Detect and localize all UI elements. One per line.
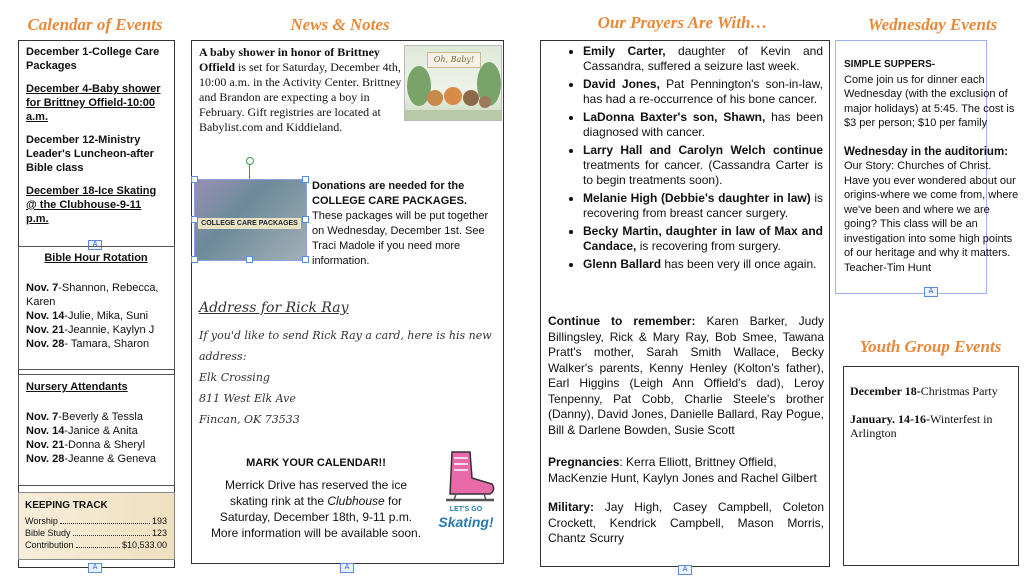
youth-event-text: Winterfest in Arlington: [850, 412, 993, 440]
military-label: Military:: [548, 500, 595, 514]
skate-big-text: Skating!: [438, 514, 494, 530]
bible-rotation: [26, 251, 166, 351]
nursery-date: Nov. 14: [26, 425, 65, 437]
prayer-name: Melanie High (Debbie's daughter in law): [583, 191, 811, 205]
baby-shower-text: [199, 45, 404, 135]
event-ice-skating: December 18-Ice Skating @ the Clubhouse-9-11 p.m.: [26, 185, 157, 225]
bible-names: -Shannon, Rebecca, Karen: [26, 282, 159, 308]
nursery-row: [26, 438, 166, 452]
prayer-text: treatments for cancer. (Cassandra Carter is to begin treatments soon).: [583, 158, 823, 187]
bible-date: Nov. 21: [26, 324, 65, 336]
ice-skate-icon: [432, 448, 500, 508]
nursery-title: Nursery Attendants: [26, 381, 128, 393]
youth-event: [850, 412, 1014, 440]
bible-date: Nov. 7: [26, 282, 59, 294]
youth-events: [850, 384, 1014, 440]
bible-names: -Jeannie, Kaylyn J: [64, 324, 155, 336]
auditorium-title: Wednesday in the auditorium:: [844, 145, 1008, 158]
auditorium-text: Our Story: Churches of Christ. Have you ever wondered about our origins-where we come from, where we've been and where we are going? This class will be an investigation into some high points of our heritage and why it matters. Teacher-Tim Hunt: [844, 160, 1019, 274]
rick-ray-title: Address for Rick Ray: [199, 300, 349, 316]
donations-bold: Donations are needed for the COLLEGE CARE PACKAGES.: [312, 180, 468, 207]
prayer-item: [583, 257, 823, 272]
prayer-name: Emily Carter,: [583, 44, 666, 58]
resize-handle[interactable]: [191, 256, 198, 263]
prayer-item: [583, 224, 823, 254]
youth-header: Youth Group Events: [859, 337, 1002, 356]
bible-row: [26, 309, 166, 323]
resize-handle[interactable]: [302, 216, 309, 223]
prayer-text: daughter of Kevin and Cassandra, suffered a seizure last week.: [583, 44, 823, 73]
nursery-names: -Donna & Sheryl: [64, 439, 146, 451]
resize-handle[interactable]: [302, 256, 309, 263]
event-luncheon: December 12-Ministry Leader's Luncheon-after Bible class: [26, 134, 154, 174]
tracking-value: 193: [151, 516, 167, 526]
prayer-name: Larry Hall and Carolyn Welch continue: [583, 143, 823, 157]
baby-shower-bold: A baby shower in honor of Brittney Offield: [199, 45, 380, 74]
tracking-label: Worship: [25, 516, 58, 526]
pregnancies: [548, 455, 824, 486]
youth-event-date: January. 14-16-: [850, 412, 931, 426]
tracking-value: 123: [151, 528, 167, 538]
keeping-track-title: KEEPING TRACK: [25, 500, 108, 511]
anchor-marker: A: [88, 240, 102, 250]
mark-calendar-title: MARK YOUR CALENDAR!!: [246, 457, 386, 469]
woodland-animals-icon: [405, 46, 501, 120]
continue-to-remember: [548, 314, 824, 438]
bible-date: Nov. 14: [26, 310, 65, 322]
rick-ray-intro: If you'd like to send Rick Ray a card, here is his new address:: [199, 329, 492, 363]
military: [548, 500, 824, 547]
nursery-row: [26, 424, 166, 438]
mark-calendar-italic: Clubhouse: [327, 494, 385, 508]
nursery-date: Nov. 28: [26, 453, 65, 465]
anchor-marker: A: [340, 563, 354, 573]
nursery-names: -Janice & Anita: [64, 425, 138, 437]
bible-row: [26, 337, 166, 351]
rick-ray-addr1: Elk Crossing: [199, 371, 270, 384]
baby-shower-image: [404, 45, 502, 121]
anchor-marker: A: [88, 563, 102, 573]
donations-text: [312, 179, 500, 269]
prayer-text: has been diagnosed with cancer.: [583, 110, 823, 139]
nursery-row: [26, 452, 166, 466]
wednesday-header: Wednesday Events: [867, 15, 998, 34]
bible-names: - Tamara, Sharon: [64, 338, 150, 350]
baby-banner: Oh, Baby!: [427, 52, 481, 68]
calendar-events: [26, 45, 166, 226]
mark-calendar-text2: for Saturday, December 18th, 9-11 p.m. More information will be available soon.: [210, 494, 422, 540]
care-packages-label: COLLEGE CARE PACKAGES: [198, 218, 301, 229]
rotate-handle[interactable]: [246, 157, 254, 165]
prayer-item: [583, 110, 823, 140]
bible-row: [26, 323, 166, 337]
prayer-name: Becky Martin, daughter in law of Max and Candace,: [583, 224, 823, 253]
tracking-row: [25, 515, 167, 527]
prayer-item: [583, 191, 823, 221]
rick-ray-addr3: Fincan, OK 73533: [199, 413, 300, 426]
nursery-row: [26, 410, 166, 424]
youth-event-date: December 18-: [850, 384, 921, 398]
donations-body: These packages will be put together on Wednesday, December 1st. See Traci Madole if you need more information.: [312, 210, 489, 267]
nursery-names: -Beverly & Tessla: [58, 411, 143, 423]
bible-names: -Julie, Mika, Suni: [64, 310, 149, 322]
pregnancies-label: Pregnancies: [548, 455, 620, 469]
wednesday-events: [844, 58, 1020, 275]
prayer-text: has been very ill once again.: [661, 257, 817, 271]
resize-handle[interactable]: [246, 256, 253, 263]
skate-small-text: LET'S GO: [449, 506, 483, 513]
skating-graphic: [432, 448, 500, 540]
nursery-date: Nov. 21: [26, 439, 65, 451]
resize-handle[interactable]: [302, 176, 309, 183]
suppers-text: Come join us for dinner each Wednesday (with the exclusion of major holidays) at 5:45. The cost is $3 per person; $10 per family: [844, 73, 1015, 129]
bible-row: [26, 281, 166, 309]
baby-shower-body: is set for Saturday, December 4th, 10:00 a.m. in the Activity Center. Brittney and Brandon are expecting a boy in February. Gift registries are located at Babylist.com and Kiddieland.: [199, 60, 402, 134]
calendar-header: Calendar of Events: [27, 15, 163, 34]
prayers-header: Our Prayers Are With…: [597, 13, 768, 32]
anchor-marker: A: [678, 565, 692, 575]
military-text: Jay High, Casey Campbell, Coleton Crockett, Kendrick Campbell, Mason Morris, Chantz Scurry: [548, 500, 824, 545]
nursery-names: -Jeanne & Geneva: [64, 453, 157, 465]
bible-rotation-title: Bible Hour Rotation: [44, 252, 148, 264]
nursery-date: Nov. 7: [26, 411, 59, 423]
prayer-item: [583, 44, 823, 74]
rick-ray-addr2: 811 West Elk Ave: [199, 392, 296, 405]
resize-handle[interactable]: [191, 216, 198, 223]
tracking-row: [25, 539, 167, 551]
tracking-row: [25, 527, 167, 539]
event-college-care: December 1-College Care Packages: [26, 46, 160, 72]
tracking-value: $10,533.00: [121, 540, 167, 550]
event-baby-shower: December 4-Baby shower for Brittney Offield-10:00 a.m.: [26, 83, 161, 123]
suppers-title: SIMPLE SUPPERS-: [844, 59, 936, 70]
resize-handle[interactable]: [191, 176, 198, 183]
care-packages-image[interactable]: [194, 179, 307, 261]
rick-ray-section: [199, 298, 499, 430]
prayer-text: Pat Pennington's son-in-law, has had a re-occurrence of his bone cancer.: [583, 77, 823, 106]
tracking-label: Contribution: [25, 540, 74, 550]
bible-date: Nov. 28: [26, 338, 65, 350]
prayer-text: is recovering from surgery.: [636, 239, 781, 253]
news-header: News & Notes: [290, 15, 390, 34]
prayer-name: LaDonna Baxter's son, Shawn,: [583, 110, 766, 124]
continue-text: Karen Barker, Judy Billingsley, Rick & Mary Ray, Bob Smee, Tawana Pratt's mother, Sarah Smith Wallace, Becky Walker's parents, Kenny Henley (Kolton's father), Earl Higgins (Leigh Ann Offield's dad), Leroy Tenpenny, Pat Cobb, Charlie Steele's brother (Danny), David Jones, Danielle Ballard, Ray Pogue, Bill & Darlene Bowden, Susie Scott: [548, 314, 824, 437]
continue-label: Continue to remember:: [548, 314, 696, 328]
prayer-name: David Jones,: [583, 77, 660, 91]
prayer-item: [583, 77, 823, 107]
prayer-name: Glenn Ballard: [583, 257, 662, 271]
youth-event-text: Christmas Party: [920, 384, 998, 398]
keeping-track: [25, 500, 167, 551]
youth-event: [850, 384, 1014, 398]
anchor-marker: A: [924, 287, 938, 297]
tracking-label: Bible Study: [25, 528, 71, 538]
nursery: [26, 380, 166, 466]
mark-calendar-text1: Merrick Drive has reserved the ice skating rink at the: [224, 478, 408, 508]
prayer-item: [583, 143, 823, 188]
prayers-list: [547, 44, 823, 275]
prayer-text: is recovering from breast cancer surgery.: [583, 191, 823, 220]
mark-calendar-section: [205, 455, 427, 541]
pregnancies-text: : Kerra Elliott, Brittney Offield, MacKenzie Hunt, Kaylyn Jones and Rachel Gilbert: [548, 455, 817, 485]
